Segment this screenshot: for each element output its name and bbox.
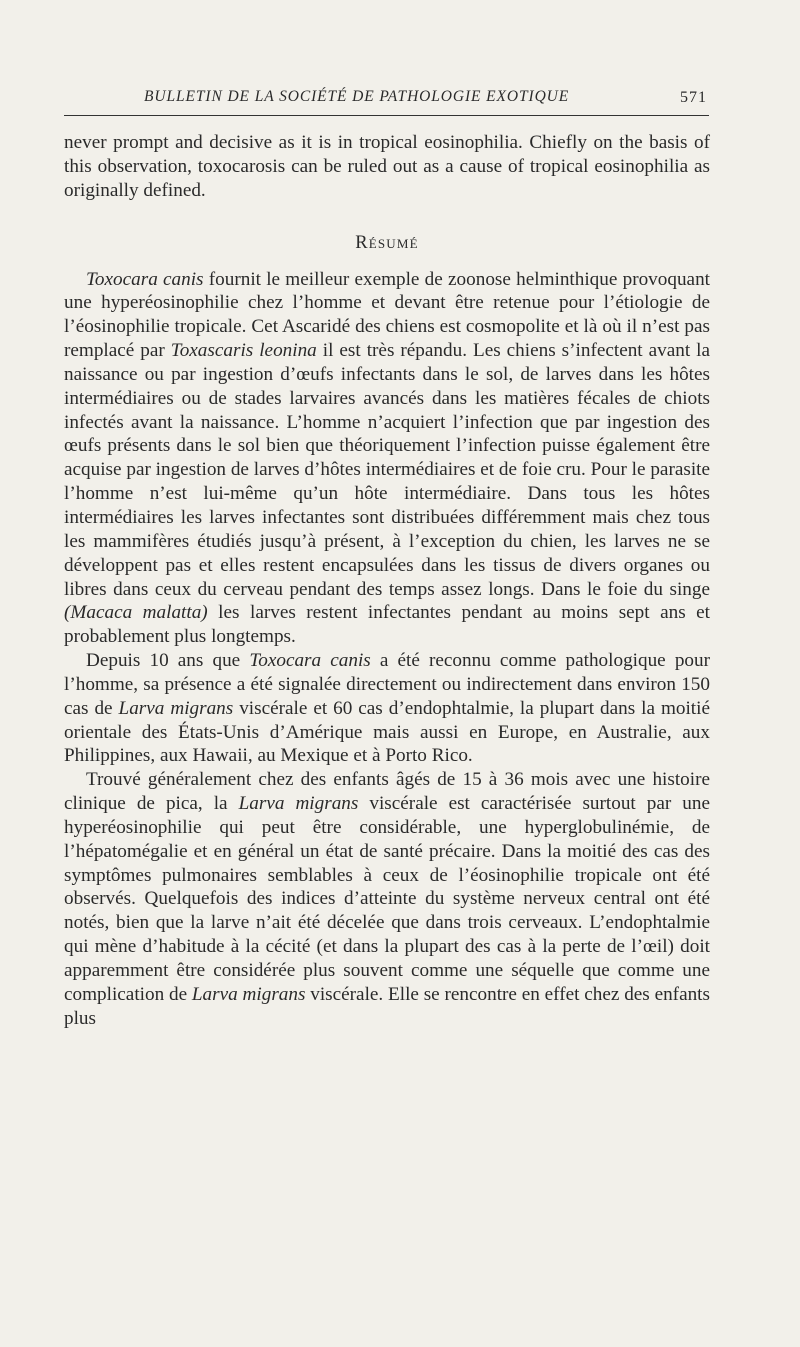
running-title: BULLETIN DE LA SOCIÉTÉ DE PATHOLOGIE EXOTIQUE — [144, 88, 570, 105]
text-run: Depuis 10 ans que — [86, 650, 250, 672]
resume-paragraph-2 — [64, 649, 710, 768]
italic-term: Larva migrans — [118, 697, 234, 719]
english-continuation: never prompt and decisive as it is in tropical eosinophilia. Chiefly on the basis of this observation, toxocarosis can be ruled out as a cause of tropical eosinophilia as originally defined. — [64, 132, 710, 201]
article-body — [64, 131, 710, 1031]
italic-term: Larva migrans — [191, 983, 306, 1005]
text-run: Trouvé généralement chez des enfants âgés de 15 à 36 mois avec une histoire clinique de pica, la — [64, 769, 710, 815]
text-run: fournit le meilleur exemple de zoonose helminthique provoquant une hyperéosinophilie chez l’homme et devant être retenue pour l’étiologie de l’éosinophilie tropicale. Cet Ascaridé des chiens est cosmopolite et là où il n’est pas remplacé par — [64, 268, 711, 362]
text-run: a été reconnu comme pathologique pour l’homme, sa présence a été signalée directement ou indirectement dans environ 150 cas de — [64, 650, 710, 719]
page-number: 571 — [680, 89, 707, 106]
section-heading: Résumé — [355, 232, 419, 253]
text-run: il est très répandu. Les chiens s’infectent avant la naissance ou par ingestion d’œufs infectants dans le sol, de larves dans les hôtes intermédiaires ou de stades larvaires avancés dans les matières fécales de chiots infectés avant la naissance. L’homme n’acquiert l’infection que par ingestion des œufs présents dans le sol bien que théoriquement l’infection puisse également être acquise par ingestion de larves d’hôtes intermédiaires et de foie cru. Pour le parasite l’homme n’est lui-même qu’un hôte intermédiaire. Dans tous les hôtes intermédiaires les larves infectantes sont distribuées différemment mais chez tous les mammifères étudiés jusqu’à présent, à l’exception du chien, les larves ne se développent pas et elles restent encapsulées dans les tissus de divers organes ou libres dans ceux du cerveau pendant des temps assez longs. Dans le foie du singe — [64, 340, 710, 600]
resume-paragraph-1 — [64, 268, 710, 650]
header-rule — [64, 115, 709, 116]
resume-paragraph-3 — [64, 768, 710, 1030]
text-run: viscérale. Elle se rencontre en effet chez des enfants plus — [64, 983, 710, 1029]
italic-term: Toxocara canis — [249, 650, 371, 672]
text-run: les larves restent infectantes pendant au moins sept ans et probablement plus longtemps. — [64, 602, 710, 648]
italic-term: Toxascaris leonina — [170, 340, 317, 362]
running-header — [64, 88, 709, 110]
italic-term: Toxocara canis — [86, 268, 204, 290]
italic-term: (Macaca malatta) — [64, 602, 208, 624]
italic-term: Larva migrans — [238, 793, 359, 815]
text-run: viscérale est caractérisée surtout par une hyperéosinophilie qui peut être considérable, une hyperglobulinémie, de l’hépatomégalie et en général un état de santé précaire. Dans la moitié des cas des symptômes pulmonaires semblables à ceux de l’éosinophilie tropicale ont été observés. Quelquefois des indices d’atteinte du système nerveux central ont été notés, bien que la larve n’ait été décelée que dans trois cerveaux. L’endophtalmie qui mène d’habitude à la cécité (et dans la plupart des cas à la perte de l’œil) doit apparemment être considérée plus souvent comme une séquelle que comme une complication de — [64, 793, 710, 1005]
text-run: viscérale et 60 cas d’endophtalmie, la plupart dans la moitié orientale des États-Unis d’Amérique mais aussi en Europe, en Australie, aux Philippines, aux Hawaii, au Mexique et à Porto Rico. — [64, 697, 710, 767]
